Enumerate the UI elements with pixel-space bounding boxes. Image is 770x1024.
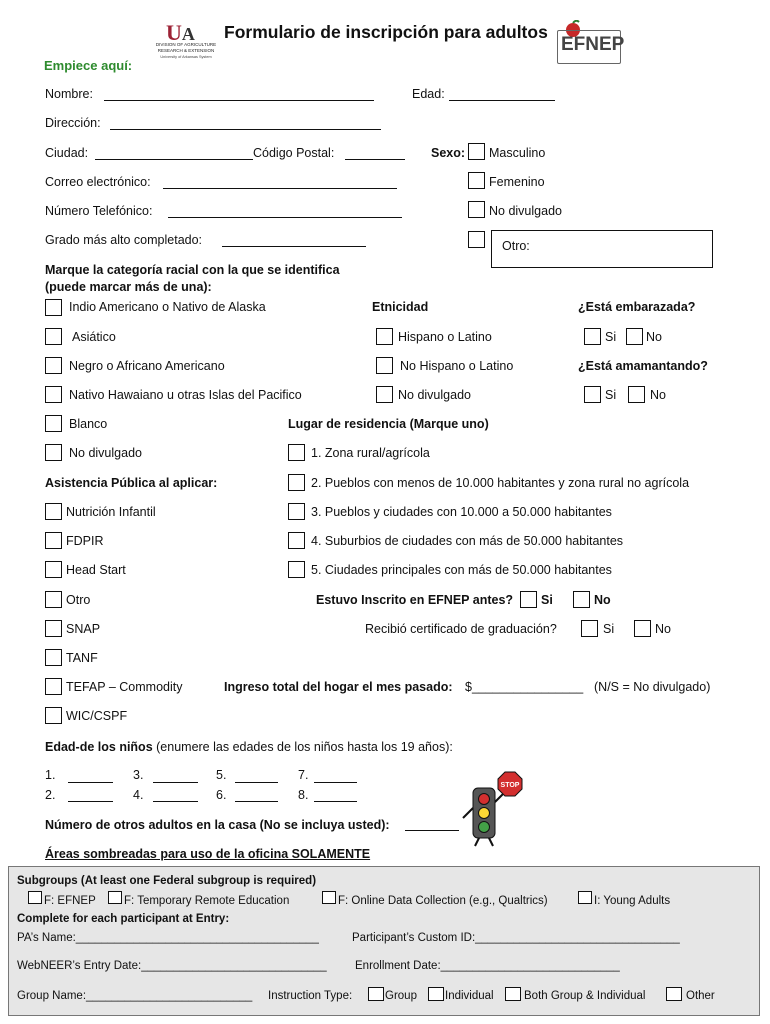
residence-option-2: 2. Pueblos con menos de 10.000 habitantes y zona rural no agrícola	[311, 476, 690, 490]
child-num-1: 1.	[45, 768, 56, 782]
assistance-option-5: SNAP	[66, 622, 101, 636]
logo-right-text: EFNEP	[561, 34, 625, 55]
sex-label: Sexo:	[431, 146, 466, 160]
subgroup-young-adults-checkbox[interactable]	[578, 891, 592, 904]
assistance-option-2: FDPIR	[66, 534, 104, 548]
city-field[interactable]	[95, 159, 253, 160]
child-age-7[interactable]	[314, 782, 357, 783]
phone-label: Número Telefónico:	[45, 204, 153, 218]
residence-heading: Lugar de residencia (Marque uno)	[288, 417, 489, 431]
assistance-checkbox-4[interactable]	[45, 591, 62, 608]
certificate-question: Recibió certificado de graduación?	[365, 622, 557, 636]
race-checkbox-4[interactable]	[45, 386, 62, 403]
other-adults-field[interactable]	[405, 830, 459, 831]
assistance-checkbox-2[interactable]	[45, 532, 62, 549]
race-option-2: Asiático	[72, 330, 116, 344]
assistance-option-3: Head Start	[66, 563, 126, 577]
children-heading	[45, 740, 453, 755]
residence-checkbox-1[interactable]	[288, 444, 305, 461]
instruction-both-label: Both Group & Individual	[524, 990, 646, 1002]
assistance-checkbox-6[interactable]	[45, 649, 62, 666]
start-here-label: Empiece aquí:	[44, 58, 133, 73]
subgroup-efnep-checkbox[interactable]	[28, 891, 42, 904]
child-age-5[interactable]	[235, 782, 278, 783]
zip-label: Código Postal:	[253, 146, 335, 160]
age-label: Edad:	[412, 87, 445, 101]
certificate-no-label: No	[655, 622, 671, 636]
pregnant-question: ¿Está embarazada?	[578, 300, 696, 314]
assistance-option-7: TEFAP – Commodity	[66, 680, 183, 694]
child-num-4: 4.	[133, 788, 144, 802]
sex-undisclosed-label: No divulgado	[489, 204, 562, 218]
subgroup-efnep-label: F: EFNEP	[44, 895, 96, 907]
race-option-4: Nativo Hawaiano u otras Islas del Pacifico	[69, 388, 302, 402]
instruction-group-label: Group	[385, 990, 417, 1002]
subgroup-online-label: F: Online Data Collection (e.g., Qualtrics)	[338, 895, 548, 907]
income-note: (N/S = No divulgado)	[594, 680, 711, 694]
race-option-3: Negro o Africano Americano	[69, 359, 225, 373]
race-heading-1: Marque la categoría racial con la que se identifica	[45, 263, 340, 277]
sex-male-label: Masculino	[489, 146, 546, 160]
pregnant-yes-checkbox[interactable]	[584, 328, 601, 345]
pregnant-no-label: No	[646, 330, 662, 344]
race-checkbox-1[interactable]	[45, 299, 62, 316]
traffic-light-stop-icon	[455, 768, 535, 848]
assistance-option-4: Otro	[66, 593, 91, 607]
residence-checkbox-3[interactable]	[288, 503, 305, 520]
residence-option-5: 5. Ciudades principales con más de 50.000 habitantes	[311, 563, 612, 577]
assistance-checkbox-8[interactable]	[45, 707, 62, 724]
children-heading-bold: Edad-de los niños	[45, 740, 153, 754]
uada-logo	[148, 20, 224, 62]
child-num-5: 5.	[216, 768, 227, 782]
child-num-6: 6.	[216, 788, 227, 802]
group-name-field[interactable]: Group Name:__________________________	[17, 990, 253, 1002]
subgroups-heading: Subgroups (At least one Federal subgroup is required)	[17, 875, 317, 887]
residence-option-4: 4. Suburbios de ciudades con más de 50.000 habitantes	[311, 534, 624, 548]
race-checkbox-6[interactable]	[45, 444, 62, 461]
child-age-3[interactable]	[153, 782, 198, 783]
sex-other-label: Otro:	[502, 239, 530, 253]
ethnicity-undisclosed-checkbox[interactable]	[376, 386, 393, 403]
complete-heading: Complete for each participant at Entry:	[17, 913, 230, 925]
child-num-3: 3.	[133, 768, 144, 782]
subgroup-online-checkbox[interactable]	[322, 891, 336, 904]
sex-female-checkbox[interactable]	[468, 172, 485, 189]
race-heading-2: (puede marcar más de una):	[45, 280, 212, 294]
email-label: Correo electrónico:	[45, 175, 151, 189]
ethnicity-nonhispanic-label: No Hispano o Latino	[400, 359, 514, 373]
ethnicity-heading: Etnicidad	[372, 300, 429, 314]
sex-undisclosed-checkbox[interactable]	[468, 201, 485, 218]
child-age-1[interactable]	[68, 782, 113, 783]
logo-left-sub: University of Arkansas System	[160, 55, 212, 59]
residence-checkbox-4[interactable]	[288, 532, 305, 549]
pa-name-field[interactable]: PA’s Name:______________________________________	[17, 932, 319, 944]
city-label: Ciudad:	[45, 146, 89, 160]
ethnicity-nonhispanic-checkbox[interactable]	[376, 357, 393, 374]
assistance-option-1: Nutrición Infantil	[66, 505, 156, 519]
page-title: Formulario de inscripción para adultos	[224, 22, 548, 42]
child-num-7: 7.	[298, 768, 309, 782]
subgroup-remote-checkbox[interactable]	[108, 891, 122, 904]
residence-option-1: 1. Zona rural/agrícola	[311, 446, 430, 460]
instruction-both-checkbox[interactable]	[505, 987, 521, 1001]
child-num-8: 8.	[298, 788, 309, 802]
efnep-before-no-checkbox[interactable]	[573, 591, 590, 608]
svg-text:STOP: STOP	[500, 782, 520, 789]
breastfeeding-yes-checkbox[interactable]	[584, 386, 601, 403]
sex-other-checkbox[interactable]	[468, 231, 485, 248]
race-option-6: No divulgado	[69, 446, 142, 460]
efnep-before-no-label: No	[594, 593, 611, 607]
age-field[interactable]	[449, 100, 555, 101]
sex-female-label: Femenino	[489, 175, 545, 189]
assistance-checkbox-7[interactable]	[45, 678, 62, 695]
name-field[interactable]	[104, 100, 374, 101]
address-field[interactable]	[110, 129, 381, 130]
child-age-8[interactable]	[314, 801, 357, 802]
race-checkbox-3[interactable]	[45, 357, 62, 374]
assistance-checkbox-3[interactable]	[45, 561, 62, 578]
certificate-no-checkbox[interactable]	[634, 620, 651, 637]
certificate-yes-checkbox[interactable]	[581, 620, 598, 637]
grade-field[interactable]	[222, 246, 366, 247]
residence-checkbox-5[interactable]	[288, 561, 305, 578]
zip-field[interactable]	[345, 159, 405, 160]
assistance-heading: Asistencia Pública al aplicar:	[45, 476, 218, 490]
instruction-individual-label: Individual	[445, 990, 494, 1002]
efnep-before-question: Estuvo Inscrito en EFNEP antes?	[316, 593, 514, 607]
assistance-checkbox-1[interactable]	[45, 503, 62, 520]
logo-monogram: UA	[166, 20, 195, 45]
ethnicity-hispanic-checkbox[interactable]	[376, 328, 393, 345]
child-age-2[interactable]	[68, 801, 113, 802]
instruction-other-label: Other	[686, 990, 715, 1002]
assistance-option-8: WIC/CSPF	[66, 709, 128, 723]
residence-option-3: 3. Pueblos y ciudades con 10.000 a 50.000 habitantes	[311, 505, 612, 519]
child-age-6[interactable]	[235, 801, 278, 802]
ethnicity-undisclosed-label: No divulgado	[398, 388, 471, 402]
ethnicity-hispanic-label: Hispano o Latino	[398, 330, 492, 344]
breastfeeding-question: ¿Está amamantando?	[578, 359, 708, 373]
assistance-option-6: TANF	[66, 651, 98, 665]
certificate-yes-label: Si	[603, 622, 615, 636]
income-field[interactable]: $________________	[465, 680, 584, 694]
office-use-heading: Áreas sombreadas para uso de la oficina SOLAMENTE	[45, 847, 371, 861]
logo-left-text: DIVISION OF AGRICULTURE RESEARCH & EXTENSION	[155, 42, 217, 53]
pregnant-yes-label: Si	[605, 330, 617, 344]
sex-male-checkbox[interactable]	[468, 143, 485, 160]
efnep-before-yes-label: Si	[541, 593, 553, 607]
subgroup-remote-label: F: Temporary Remote Education	[124, 895, 290, 907]
breastfeeding-no-label: No	[650, 388, 666, 402]
race-option-1: Indio Americano o Nativo de Alaska	[69, 300, 266, 314]
assistance-checkbox-5[interactable]	[45, 620, 62, 637]
income-label: Ingreso total del hogar el mes pasado:	[224, 680, 453, 694]
phone-field[interactable]	[168, 217, 402, 218]
grade-label: Grado más alto completado:	[45, 233, 203, 247]
breastfeeding-yes-label: Si	[605, 388, 617, 402]
instruction-other-checkbox[interactable]	[666, 987, 682, 1001]
breastfeeding-no-checkbox[interactable]	[628, 386, 645, 403]
instruction-group-checkbox[interactable]	[368, 987, 384, 1001]
email-field[interactable]	[163, 188, 397, 189]
instruction-type-label: Instruction Type:	[268, 990, 353, 1002]
custom-id-field[interactable]: Participant’s Custom ID:________________________________	[352, 932, 680, 944]
efnep-before-yes-checkbox[interactable]	[520, 591, 537, 608]
child-age-4[interactable]	[153, 801, 198, 802]
enrollment-date-field[interactable]: Enrollment Date:____________________________	[355, 960, 620, 972]
race-option-5: Blanco	[69, 417, 108, 431]
other-adults-label: Número de otros adultos en la casa (No se incluya usted):	[45, 818, 390, 832]
pregnant-no-checkbox[interactable]	[626, 328, 643, 345]
webneer-date-field[interactable]: WebNEER’s Entry Date:_____________________________	[17, 960, 327, 972]
address-label: Dirección:	[45, 116, 101, 130]
name-label: Nombre:	[45, 87, 93, 101]
efnep-logo	[553, 20, 625, 66]
subgroup-young-adults-label: I: Young Adults	[594, 895, 671, 907]
race-checkbox-2[interactable]	[45, 328, 62, 345]
instruction-individual-checkbox[interactable]	[428, 987, 444, 1001]
residence-checkbox-2[interactable]	[288, 474, 305, 491]
race-checkbox-5[interactable]	[45, 415, 62, 432]
children-heading-rest: (enumere las edades de los niños hasta los 19 años):	[156, 740, 453, 754]
child-num-2: 2.	[45, 788, 56, 802]
